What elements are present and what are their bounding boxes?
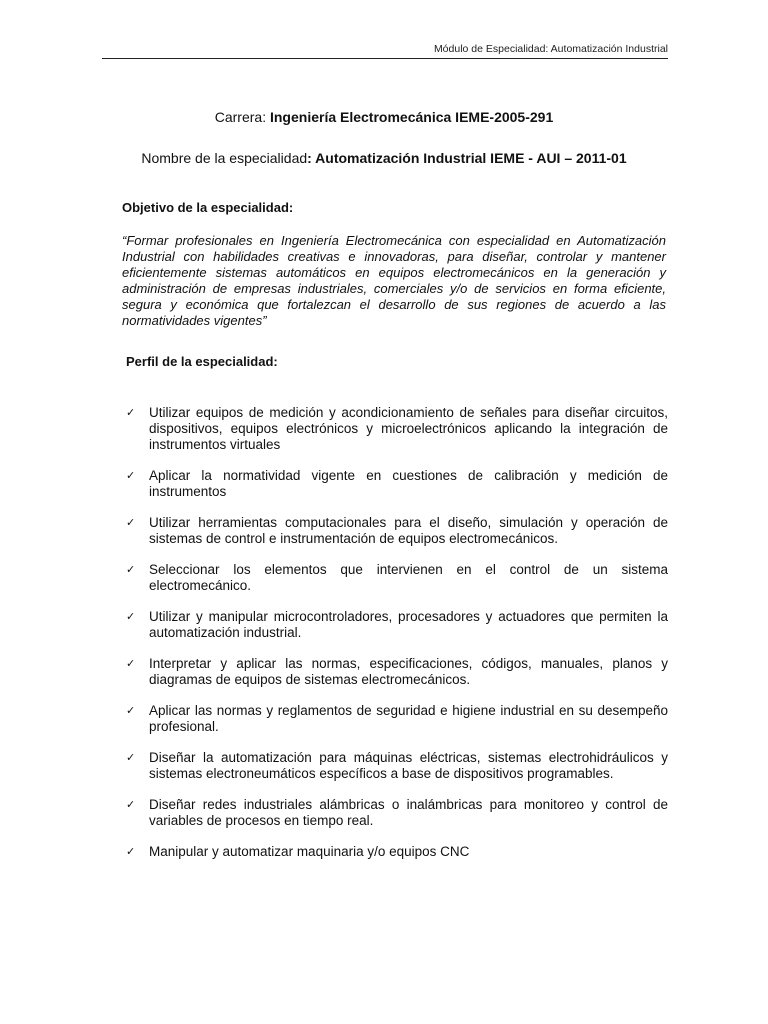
carrera-line: [0, 109, 768, 125]
perfil-item-text: Interpretar y aplicar las normas, especificaciones, códigos, manuales, planos y diagramas de equipos de sistemas electromecánicos.: [149, 656, 668, 687]
carrera-label: Carrera:: [214, 109, 270, 125]
perfil-item: [126, 405, 668, 453]
check-icon: ✓: [126, 406, 136, 419]
perfil-item: [126, 515, 668, 547]
perfil-item: [126, 750, 668, 782]
perfil-item: [126, 703, 668, 735]
perfil-item-text: Aplicar las normas y reglamentos de seguridad e higiene industrial en su desempeño profesional.: [149, 703, 668, 734]
perfil-heading: Perfil de la especialidad:: [126, 354, 278, 369]
perfil-item-text: Utilizar y manipular microcontroladores, procesadores y actuadores que permiten la automatización industrial.: [149, 609, 668, 640]
running-header: Módulo de Especialidad: Automatización Industrial: [433, 43, 668, 55]
perfil-item: [126, 609, 668, 641]
check-icon: ✓: [126, 469, 136, 482]
perfil-item-text: Utilizar equipos de medición y acondicionamiento de señales para diseñar circuitos, dispositivos, equipos electrónicos y microelectrónicos aplicando la integración de instrumentos virtuales: [149, 405, 668, 452]
perfil-item-text: Utilizar herramientas computacionales para el diseño, simulación y operación de sistemas de control e instrumentación de equipos electromecánicos.: [149, 515, 668, 546]
perfil-item: [126, 562, 668, 594]
objetivo-heading: Objetivo de la especialidad:: [122, 200, 294, 215]
perfil-item: [126, 844, 668, 860]
check-icon: ✓: [126, 563, 136, 576]
especialidad-line: [0, 150, 768, 166]
objetivo-text: “Formar profesionales en Ingeniería Electromecánica con especialidad en Automatización Industrial con habilidades creativas e innovadoras, para diseñar, controlar y mantener eficientemente sistemas automáticos en equipos electromecánicos en la generación y administración de empresas industriales, comerciales y/o de servicios en forma eficiente, segura y económica que fortalezcan el desarrollo de sus regiones de acuerdo a las normatividades vigentes”: [122, 233, 666, 328]
perfil-item-text: Aplicar la normatividad vigente en cuestiones de calibración y medición de instrumentos: [149, 468, 668, 499]
check-icon: ✓: [126, 751, 136, 764]
perfil-item: [126, 656, 668, 688]
perfil-item: [126, 797, 668, 829]
perfil-item-text: Manipular y automatizar maquinaria y/o equipos CNC: [149, 844, 470, 859]
perfil-item-text: Diseñar redes industriales alámbricas o inalámbricas para monitoreo y control de variables de procesos en tiempo real.: [149, 797, 668, 828]
especialidad-value: : Automatización Industrial IEME - AUI – 2011-01: [307, 150, 627, 166]
check-icon: ✓: [126, 657, 136, 670]
check-icon: ✓: [126, 610, 136, 623]
check-icon: ✓: [126, 798, 136, 811]
carrera-value: Ingeniería Electromecánica IEME-2005-291: [269, 109, 554, 125]
perfil-item-text: Diseñar la automatización para máquinas eléctricas, sistemas electrohidráulicos y sistemas electroneumáticos específicos a base de dispositivos programables.: [149, 750, 668, 781]
check-icon: ✓: [126, 516, 136, 529]
perfil-item: [126, 468, 668, 500]
header-rule: [102, 58, 668, 59]
especialidad-label: Nombre de la especialidad: [141, 150, 308, 166]
perfil-item-text: Seleccionar los elementos que intervienen en el control de un sistema electromecánico.: [149, 562, 668, 593]
check-icon: ✓: [126, 704, 136, 717]
check-icon: ✓: [126, 845, 136, 858]
perfil-list: [126, 405, 668, 875]
